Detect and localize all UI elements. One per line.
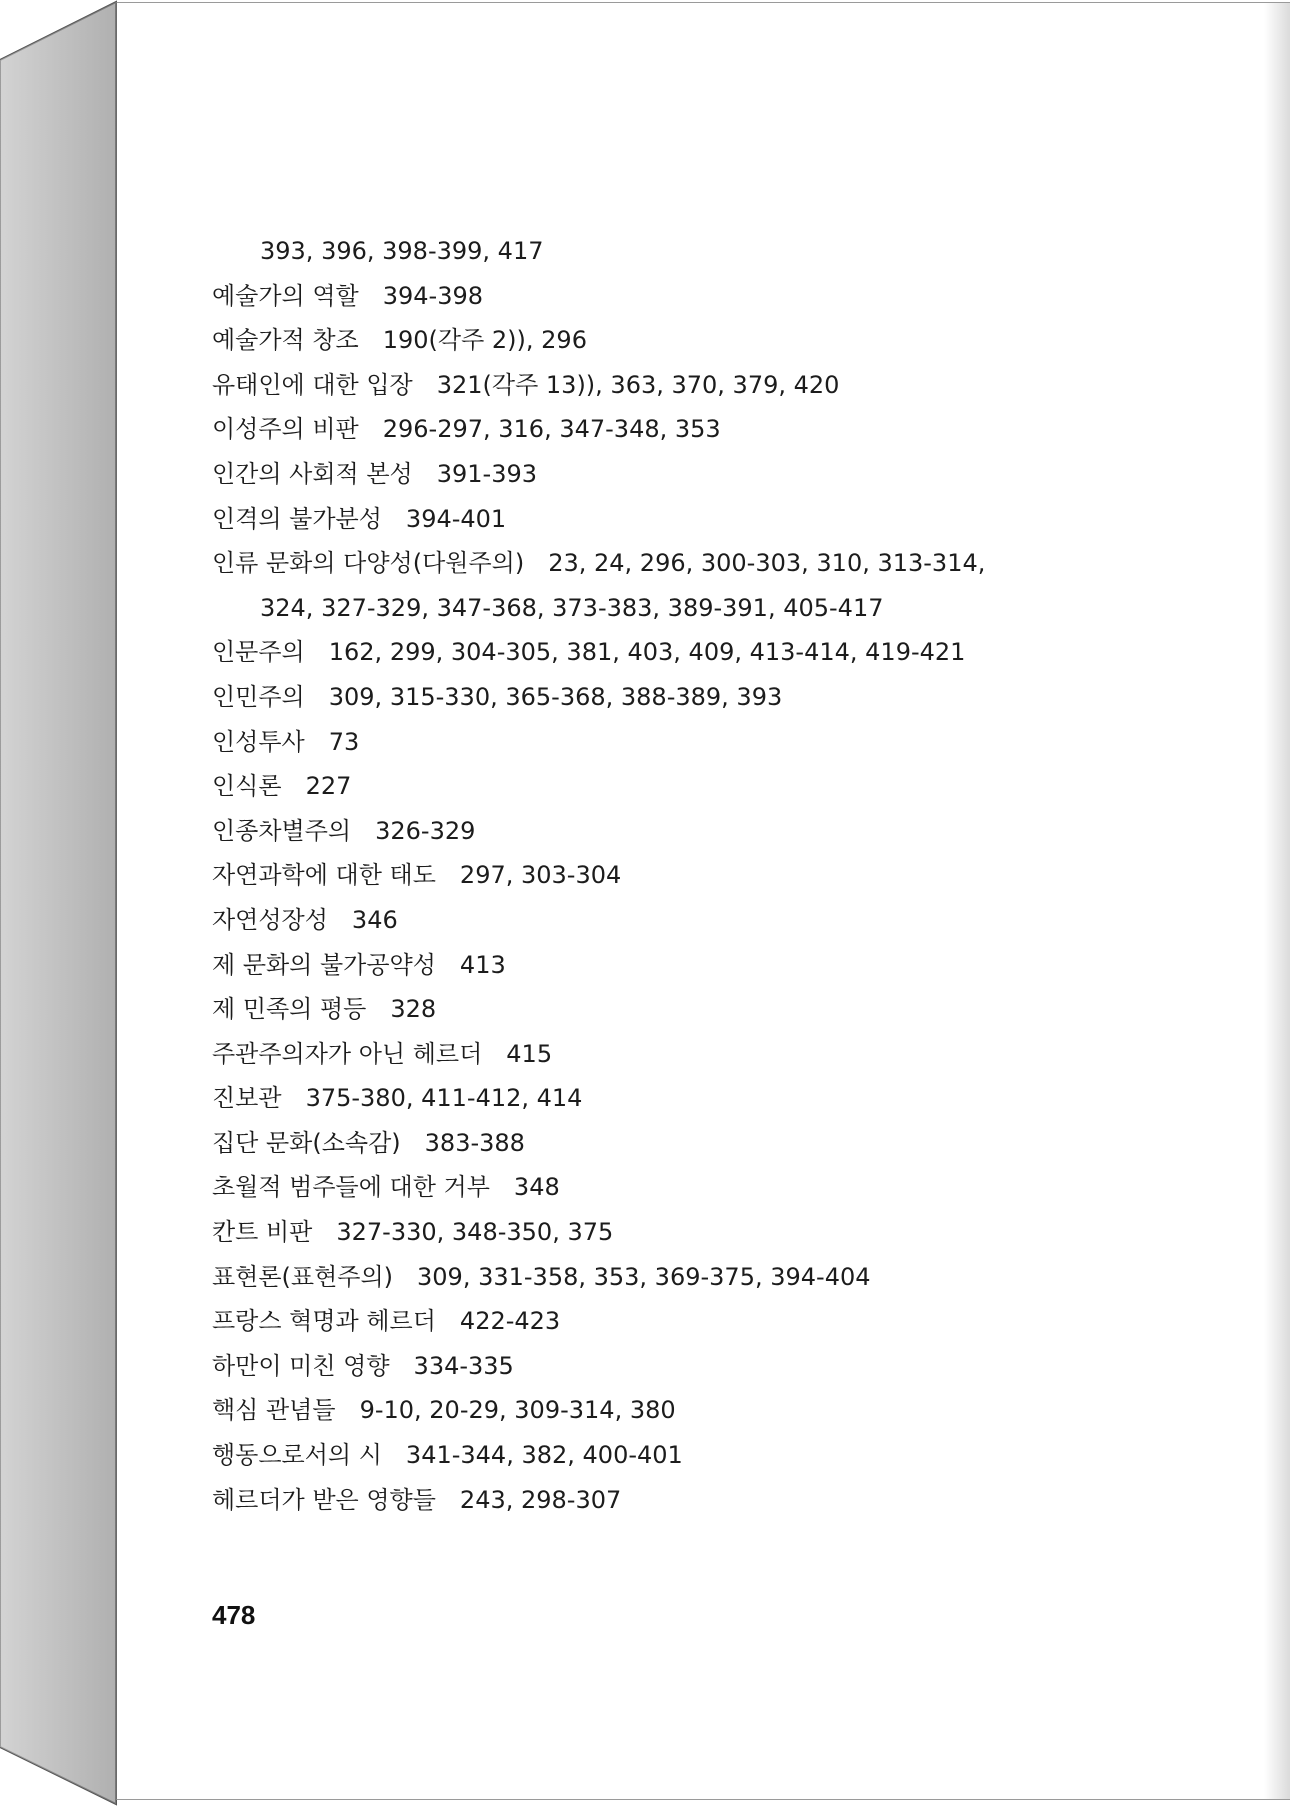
index-entry-pages: 321(각주 13)), 363, 370, 379, 420 (436, 370, 840, 399)
index-entry (212, 809, 1132, 854)
index-entry (212, 1478, 1132, 1523)
index-entry-pages: 162, 299, 304-305, 381, 403, 409, 413-414, 419-421 (328, 638, 966, 667)
index-entry-pages: 415 (506, 1039, 553, 1068)
index-entry-term: 예술가의 역할 (212, 281, 359, 310)
index-entry (212, 318, 1132, 363)
index-entry-term: 인식론 (212, 772, 282, 801)
index-entry-term: 프랑스 혁명과 헤르더 (212, 1307, 436, 1336)
index-entry-term: 인민주의 (212, 682, 305, 711)
index-entry-pages: 73 (328, 727, 360, 756)
index-entry (212, 363, 1132, 408)
index-entry-pages: 413 (459, 950, 506, 979)
index-entry-pages: 243, 298-307 (459, 1485, 622, 1514)
index-entry (212, 720, 1132, 765)
index-entry-continuation (212, 586, 1132, 631)
index-entry-term: 집단 문화(소속감) (212, 1128, 401, 1157)
index-entry-term: 인종차별주의 (212, 816, 352, 845)
index-entry-pages: 9-10, 20-29, 309-314, 380 (359, 1396, 676, 1425)
index-entry-pages: 297, 303-304 (459, 861, 622, 890)
book-spine (0, 0, 120, 1806)
index-entry-term: 행동으로서의 시 (212, 1441, 382, 1470)
index-entry-term: 진보관 (212, 1084, 282, 1113)
index-entry-pages: 327-330, 348-350, 375 (336, 1218, 614, 1247)
index-entry-pages: 227 (305, 772, 352, 801)
index-entry-pages: 296-297, 316, 347-348, 353 (382, 415, 721, 444)
index-entry-term: 주관주의자가 아닌 헤르더 (212, 1039, 483, 1068)
index-entry-term: 인격의 불가분성 (212, 504, 382, 533)
index-entry-pages: 190(각주 2)), 296 (382, 326, 587, 355)
index-entry (212, 1433, 1132, 1478)
index-entry-term: 헤르더가 받은 영향들 (212, 1485, 436, 1514)
index-entry-term: 이성주의 비판 (212, 415, 359, 444)
index-entry-term: 핵심 관념들 (212, 1396, 336, 1425)
index-entry (212, 274, 1132, 319)
index-entry-pages: 328 (390, 995, 437, 1024)
index-entry (212, 764, 1132, 809)
index-entry (212, 1388, 1132, 1433)
index-entry-pages: 23, 24, 296, 300-303, 310, 313-314, (548, 549, 986, 578)
index-entry (212, 898, 1132, 943)
index-entry (212, 1344, 1132, 1389)
index-entry-pages: 324, 327-329, 347-368, 373-383, 389-391, 405-417 (260, 593, 884, 622)
index-entry-pages: 334-335 (413, 1351, 514, 1380)
index-entry-pages: 309, 331-358, 353, 369-375, 394-404 (417, 1262, 871, 1291)
index-entry-pages: 375-380, 411-412, 414 (305, 1084, 583, 1113)
index-entry (212, 630, 1132, 675)
index-entry-pages: 422-423 (459, 1307, 561, 1336)
index-entry (212, 1255, 1132, 1300)
index-entry-term: 자연과학에 대한 태도 (212, 861, 436, 890)
index-entry (212, 1121, 1132, 1166)
index-entry-term: 유태인에 대한 입장 (212, 370, 413, 399)
index-entry (212, 1032, 1132, 1077)
index-entry (212, 1210, 1132, 1255)
index-entry-pages: 393, 396, 398-399, 417 (260, 237, 544, 265)
index-entry-term: 하만이 미친 영향 (212, 1351, 390, 1380)
index-entry-term: 인성투사 (212, 727, 305, 756)
index-entry-term: 표현론(표현주의) (212, 1262, 394, 1291)
index-entry (212, 853, 1132, 898)
index-entry-term: 제 민족의 평등 (212, 995, 367, 1024)
index-list (212, 229, 1132, 1522)
index-entry-pages: 346 (351, 905, 398, 934)
index-entry (212, 1076, 1132, 1121)
index-entry (212, 452, 1132, 497)
index-entry-pages: 394-401 (405, 504, 507, 533)
index-entry-term: 인류 문화의 다양성(다원주의) (212, 549, 525, 578)
index-entry-term: 인간의 사회적 본성 (212, 459, 413, 488)
index-entry (212, 987, 1132, 1032)
index-entry (212, 1299, 1132, 1344)
index-entry (212, 675, 1132, 720)
index-entry-term: 예술가적 창조 (212, 326, 359, 355)
page-number: 478 (212, 1600, 256, 1630)
index-entry-term: 초월적 범주들에 대한 거부 (212, 1173, 490, 1202)
index-entry-pages: 348 (513, 1173, 560, 1202)
index-entry (212, 497, 1132, 542)
index-entry (212, 541, 1132, 586)
index-entry-pages: 383-388 (424, 1128, 525, 1157)
index-entry-pages: 341-344, 382, 400-401 (405, 1441, 683, 1470)
index-entry-pages: 309, 315-330, 365-368, 388-389, 393 (328, 682, 783, 711)
index-entry-pages: 326-329 (375, 816, 476, 845)
page-edge-shadow (1264, 3, 1290, 1799)
index-entry-pages: 391-393 (436, 459, 538, 488)
index-entry (212, 407, 1132, 452)
index-entry-term: 인문주의 (212, 638, 305, 667)
index-entry-term: 칸트 비판 (212, 1218, 313, 1247)
index-entry-term: 자연성장성 (212, 905, 328, 934)
index-entry-term: 제 문화의 불가공약성 (212, 950, 436, 979)
index-entry (212, 1165, 1132, 1210)
index-entry (212, 943, 1132, 988)
index-entry-continuation (212, 229, 1132, 274)
index-entry-pages: 394-398 (382, 281, 484, 310)
